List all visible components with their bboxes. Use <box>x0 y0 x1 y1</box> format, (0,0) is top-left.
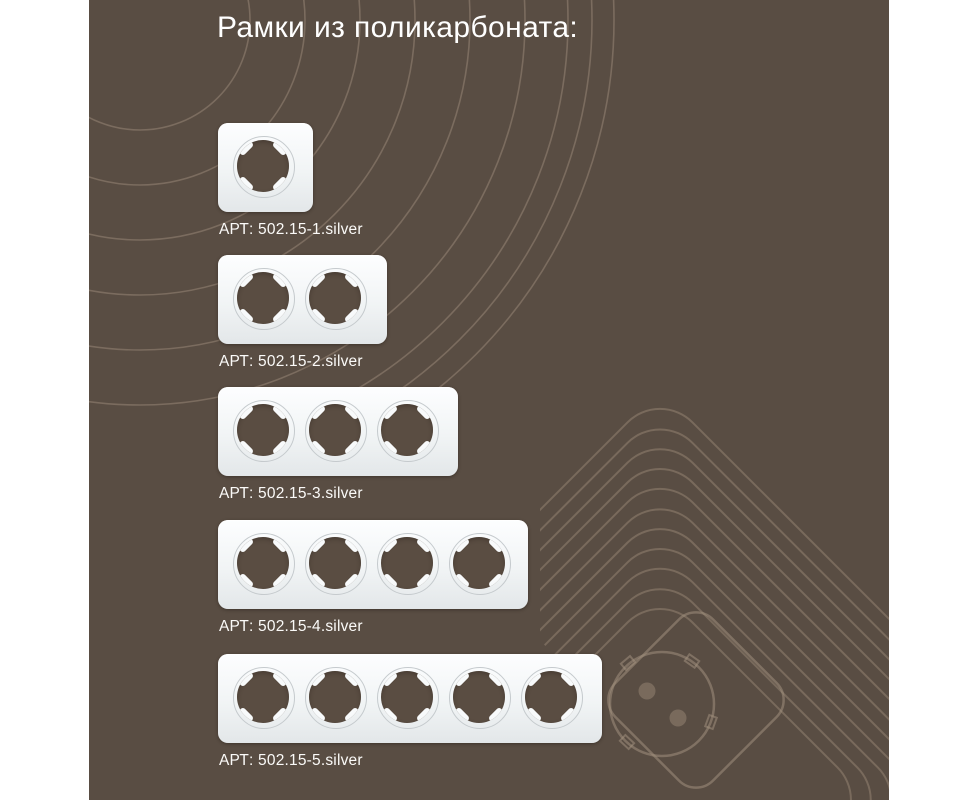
cutout-hole <box>309 537 361 589</box>
cutout-hole <box>309 404 361 456</box>
mounting-tab <box>237 671 254 687</box>
product-row <box>218 123 363 238</box>
mounting-tab <box>525 707 542 723</box>
mounting-tab <box>344 440 361 456</box>
mounting-tab <box>381 404 398 420</box>
product-row <box>218 255 387 370</box>
schuko-socket-outline-icon <box>598 602 793 797</box>
mounting-tab <box>416 707 433 723</box>
mounting-tab <box>237 537 254 553</box>
mounting-tab <box>344 404 361 420</box>
mounting-tab <box>237 573 254 589</box>
mounting-tab <box>453 537 470 553</box>
mounting-tab <box>488 671 505 687</box>
socket-cutout <box>449 667 511 729</box>
frame-image-4-gang <box>218 520 528 609</box>
mounting-tab <box>344 537 361 553</box>
mounting-tab <box>237 404 254 420</box>
mounting-tab <box>309 272 326 288</box>
mounting-tab <box>272 272 289 288</box>
cutout-hole <box>237 671 289 723</box>
mounting-tab <box>309 404 326 420</box>
socket-cutout <box>377 400 439 462</box>
mounting-tab <box>344 308 361 324</box>
frame-image-1-gang <box>218 123 313 212</box>
cutout-hole <box>381 404 433 456</box>
frame-image-3-gang <box>218 387 458 476</box>
cutout-hole <box>309 671 361 723</box>
mounting-tab <box>488 707 505 723</box>
mounting-tab <box>453 707 470 723</box>
mounting-tab <box>381 573 398 589</box>
mounting-tab <box>416 671 433 687</box>
mounting-tab <box>344 707 361 723</box>
mounting-tab <box>488 573 505 589</box>
mounting-tab <box>309 537 326 553</box>
mounting-tab <box>237 272 254 288</box>
mounting-tab <box>488 537 505 553</box>
socket-cutout <box>377 533 439 595</box>
mounting-tab <box>237 308 254 324</box>
mounting-tab <box>237 140 254 156</box>
mounting-tab <box>272 573 289 589</box>
socket-cutout <box>305 533 367 595</box>
mounting-tab <box>453 671 470 687</box>
mounting-tab <box>344 671 361 687</box>
mounting-tab <box>416 537 433 553</box>
socket-cutout <box>449 533 511 595</box>
cutout-hole <box>237 140 289 192</box>
mounting-tab <box>237 440 254 456</box>
frame-image-5-gang <box>218 654 602 743</box>
mounting-tab <box>560 707 577 723</box>
socket-cutout <box>233 667 295 729</box>
cutout-hole <box>237 404 289 456</box>
article-label: АРТ: 502.15-1.silver <box>219 221 363 238</box>
mounting-tab <box>272 308 289 324</box>
product-row <box>218 387 458 502</box>
mounting-tab <box>237 707 254 723</box>
mounting-tab <box>416 404 433 420</box>
mounting-tab <box>344 272 361 288</box>
cutout-hole <box>453 537 505 589</box>
mounting-tab <box>309 440 326 456</box>
socket-cutout <box>521 667 583 729</box>
cutout-hole <box>381 671 433 723</box>
article-label: АРТ: 502.15-3.silver <box>219 485 363 502</box>
article-label: АРТ: 502.15-4.silver <box>219 618 363 635</box>
mounting-tab <box>272 176 289 192</box>
mounting-tab <box>381 440 398 456</box>
cutout-hole <box>381 537 433 589</box>
frame-image-2-gang <box>218 255 387 344</box>
page-title: Рамки из поликарбоната: <box>217 11 579 44</box>
mounting-tab <box>381 537 398 553</box>
socket-cutout <box>305 268 367 330</box>
mounting-tab <box>272 707 289 723</box>
mounting-tab <box>560 671 577 687</box>
mounting-tab <box>309 707 326 723</box>
socket-cutout <box>233 400 295 462</box>
mounting-tab <box>272 440 289 456</box>
cutout-hole <box>237 272 289 324</box>
mounting-tab <box>272 537 289 553</box>
socket-cutout <box>305 667 367 729</box>
mounting-tab <box>525 671 542 687</box>
product-catalog-canvas <box>89 0 889 800</box>
mounting-tab <box>381 671 398 687</box>
mounting-tab <box>272 404 289 420</box>
mounting-tab <box>453 573 470 589</box>
socket-cutout <box>305 400 367 462</box>
cutout-hole <box>237 537 289 589</box>
cutout-hole <box>309 272 361 324</box>
mounting-tab <box>272 140 289 156</box>
mounting-tab <box>309 308 326 324</box>
mounting-tab <box>272 671 289 687</box>
socket-cutout <box>233 136 295 198</box>
cutout-hole <box>525 671 577 723</box>
mounting-tab <box>416 440 433 456</box>
socket-cutout <box>377 667 439 729</box>
mounting-tab <box>344 573 361 589</box>
product-row <box>218 520 528 635</box>
socket-cutout <box>233 268 295 330</box>
mounting-tab <box>416 573 433 589</box>
article-label: АРТ: 502.15-5.silver <box>219 752 363 769</box>
socket-cutout <box>233 533 295 595</box>
mounting-tab <box>381 707 398 723</box>
product-row <box>218 654 602 769</box>
article-label: АРТ: 502.15-2.silver <box>219 353 363 370</box>
mounting-tab <box>309 671 326 687</box>
mounting-tab <box>237 176 254 192</box>
mounting-tab <box>309 573 326 589</box>
cutout-hole <box>453 671 505 723</box>
